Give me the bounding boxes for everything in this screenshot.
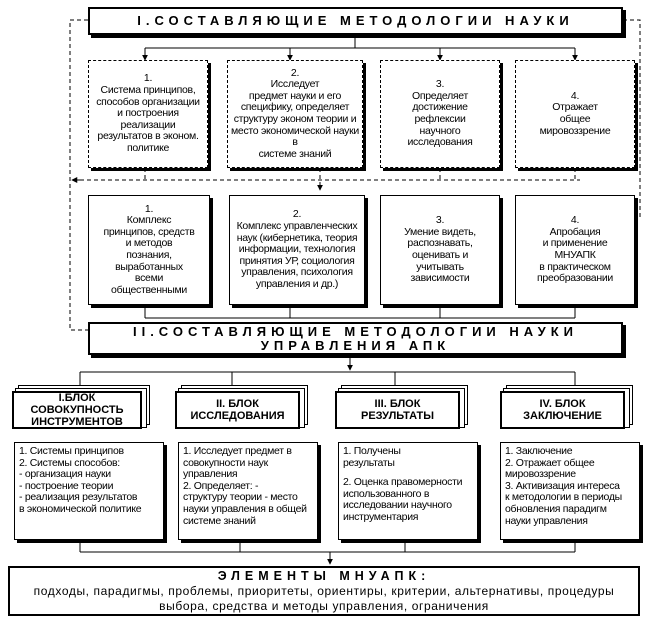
component-line: оценивать и [411,249,469,261]
component-line: в практическом [539,260,611,273]
component-number: 3. [435,78,445,91]
component-line: выработанных [115,260,183,273]
detail-line: - реализация результатов [19,491,138,504]
detail-line: структуру теории - место [183,491,298,504]
component-line: политике [126,141,170,154]
management-box-3 [380,195,500,305]
component-line: исследования [407,136,473,149]
detail-line: к методологии в периоды [505,491,622,504]
component-line: Апробация [549,225,601,238]
component-line: результатов в эконом. [97,130,199,143]
detail-line: 3. Активизация интереса [505,479,620,492]
block-title: I.БЛОК [58,392,96,404]
component-box-2 [227,60,363,168]
detail-line: обновления парадигм [505,502,607,515]
component-line: управления, психология [241,266,353,279]
component-line: структуру эконом теории и [233,113,357,125]
component-line: и построения [117,107,179,120]
component-number: 2. [292,208,302,221]
management-methodology-header [88,322,623,355]
detail-line: 1. Заключение [505,445,573,457]
component-line: предмет науки и его [248,89,342,102]
component-number: 2. [290,66,300,79]
detail-line: 1. Исследует предмет в [183,445,292,457]
component-line: научного [419,124,461,137]
component-line: учитывать [416,260,464,273]
component-line: системе знаний [258,147,332,160]
component-number: 4. [570,214,580,227]
component-line: управления и др.) [255,277,339,290]
component-line: принятия УР, социология [239,254,355,267]
component-line: место экономической науки [230,124,359,137]
component-line: преобразовании [537,272,613,285]
component-line: Отражает [552,101,598,114]
component-box-1 [88,60,208,168]
detail-line: 1. Получены [343,445,401,457]
detail-line: 2. Отражает общее [505,456,595,469]
detail-line: инструментария [343,510,419,523]
block-detail-2 [178,442,318,540]
component-line: Определяет [411,89,469,102]
block-title: ИССЛЕДОВАНИЯ [190,410,285,422]
management-box-2 [229,195,365,305]
detail-line: совокупности наук [183,456,268,469]
detail-line: 2. Системы способов: [19,456,120,469]
elements-line: выбора, средства и методы управления, ограничения [159,598,489,613]
component-line: общее [559,113,591,125]
elements-box [8,566,640,616]
block-title: СОВОКУПНОСТЬ [30,404,124,416]
detail-line: в экономической политике [19,502,142,515]
detail-line: науки управления [505,514,588,527]
detail-line: - организация науки [19,468,111,481]
block-card-1 [12,385,152,431]
block-card-3 [335,385,475,431]
component-line: Система принципов, [100,84,196,97]
component-line: общественными [111,283,187,296]
component-line: распознавать, [407,237,473,250]
component-line: достижение [412,101,468,114]
component-line: зависимости [410,272,470,285]
detail-line: 1. Системы принципов [19,445,124,457]
detail-line: 2. Определяет: - [183,479,259,492]
block-card-2 [175,385,315,431]
component-line: рефлексии [414,113,466,125]
component-line: способов организации [96,95,200,108]
block-detail-4 [500,442,640,540]
component-line: всеми [134,272,164,285]
detail-line: науки управления в общей [183,502,307,515]
component-number: 1. [143,72,153,85]
detail-line: исследовании научного [343,499,452,512]
elements-title: ЭЛЕМЕНТЫ МНУАПК: [217,568,431,583]
component-box-3 [380,60,500,168]
detail-line: использованного в [343,487,430,500]
management-box-4 [515,195,635,305]
detail-line: - построение теории [19,479,114,492]
component-number: 3. [435,214,445,227]
block-title: ИНСТРУМЕНТОВ [31,416,123,428]
component-number: 1. [144,202,154,215]
block-detail-3 [338,442,478,540]
block-title: ЗАКЛЮЧЕНИЕ [523,410,602,422]
component-line: Комплекс управленческих [236,220,358,233]
block-title: II. БЛОК [216,398,259,410]
detail-line: 2. Оценка правомерности [343,476,463,489]
component-line: мировоззрение [539,124,611,137]
component-line: познания, [126,249,172,261]
methodology-header-text: I.СОСТАВЛЯЮЩИЕ МЕТОДОЛОГИИ НАУКИ [137,13,574,28]
component-line: Умение видеть, [404,225,476,238]
component-line: Исследует [270,78,320,91]
component-line: МНУАПК [554,249,596,261]
methodology-header [88,7,623,35]
component-line: Комплекс [126,214,172,227]
component-line: и методов [125,237,173,250]
component-line: информации, технология [238,243,356,256]
header2-line1: II.СОСТАВЛЯЮЩИЕ МЕТОДОЛОГИИ НАУКИ [132,323,579,339]
block-card-4 [500,385,640,431]
block-title: IV. БЛОК [539,398,586,410]
detail-line: управления [183,468,238,481]
component-number: 4. [570,89,580,102]
component-line: специфику, определяет [240,101,350,114]
component-line: принципов, средств [103,225,195,238]
block-detail-1 [14,442,164,540]
header2-line2: УПРАВЛЕНИЯ АПК [260,337,451,353]
component-line: и применение [542,237,608,250]
elements-line: подходы, парадигмы, проблемы, приоритеты, ориентиры, критерии, альтернативы, процедуры [33,583,615,598]
detail-line: мировоззрение [505,468,576,481]
component-line: в [292,136,298,149]
component-line: реализации [120,118,176,131]
detail-line: результаты [343,456,395,469]
block-title: III. БЛОК [374,398,421,410]
block-title: РЕЗУЛЬТАТЫ [361,410,434,422]
component-box-4 [515,60,635,168]
component-line: наук (кибернетика, теория [236,231,358,244]
detail-line: системе знаний [183,514,256,527]
management-box-1 [88,195,210,305]
